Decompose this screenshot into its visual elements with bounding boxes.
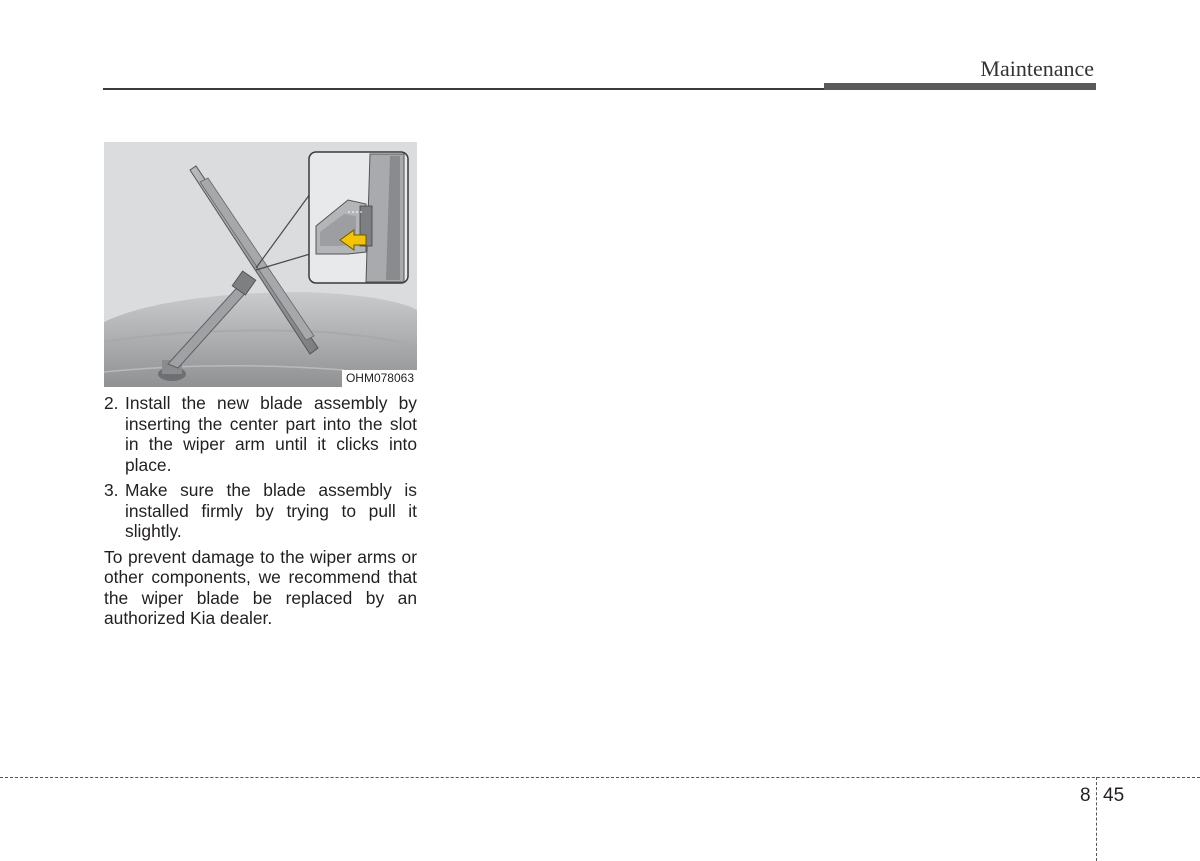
wiper-blade-install-illustration — [104, 142, 417, 387]
chapter-number: 8 — [1080, 785, 1091, 806]
header-rule-accent — [824, 83, 1096, 90]
step-text: Make sure the blade assembly is installed firmly by trying to pull it slightly. — [125, 480, 417, 541]
body-text — [104, 393, 417, 629]
page-number: 45 — [1103, 785, 1125, 806]
figure-code: OHM078063 — [342, 370, 417, 387]
step-text: Install the new blade assembly by inserting the center part into the slot in the wiper arm until it clicks into place. — [125, 393, 417, 475]
step-number: 2. — [104, 393, 119, 413]
step-2 — [104, 393, 417, 475]
note-paragraph: To prevent damage to the wiper arms or other components, we recommend that the wiper blade be replaced by an authorized Kia dealer. — [104, 546, 417, 628]
header-rule — [103, 88, 825, 90]
footer-divider — [0, 777, 1200, 778]
section-title: Maintenance — [980, 56, 1094, 81]
footer-vertical-divider — [1096, 777, 1097, 861]
step-3 — [104, 480, 417, 542]
step-number: 3. — [104, 480, 119, 500]
wiper-figure — [104, 142, 417, 387]
